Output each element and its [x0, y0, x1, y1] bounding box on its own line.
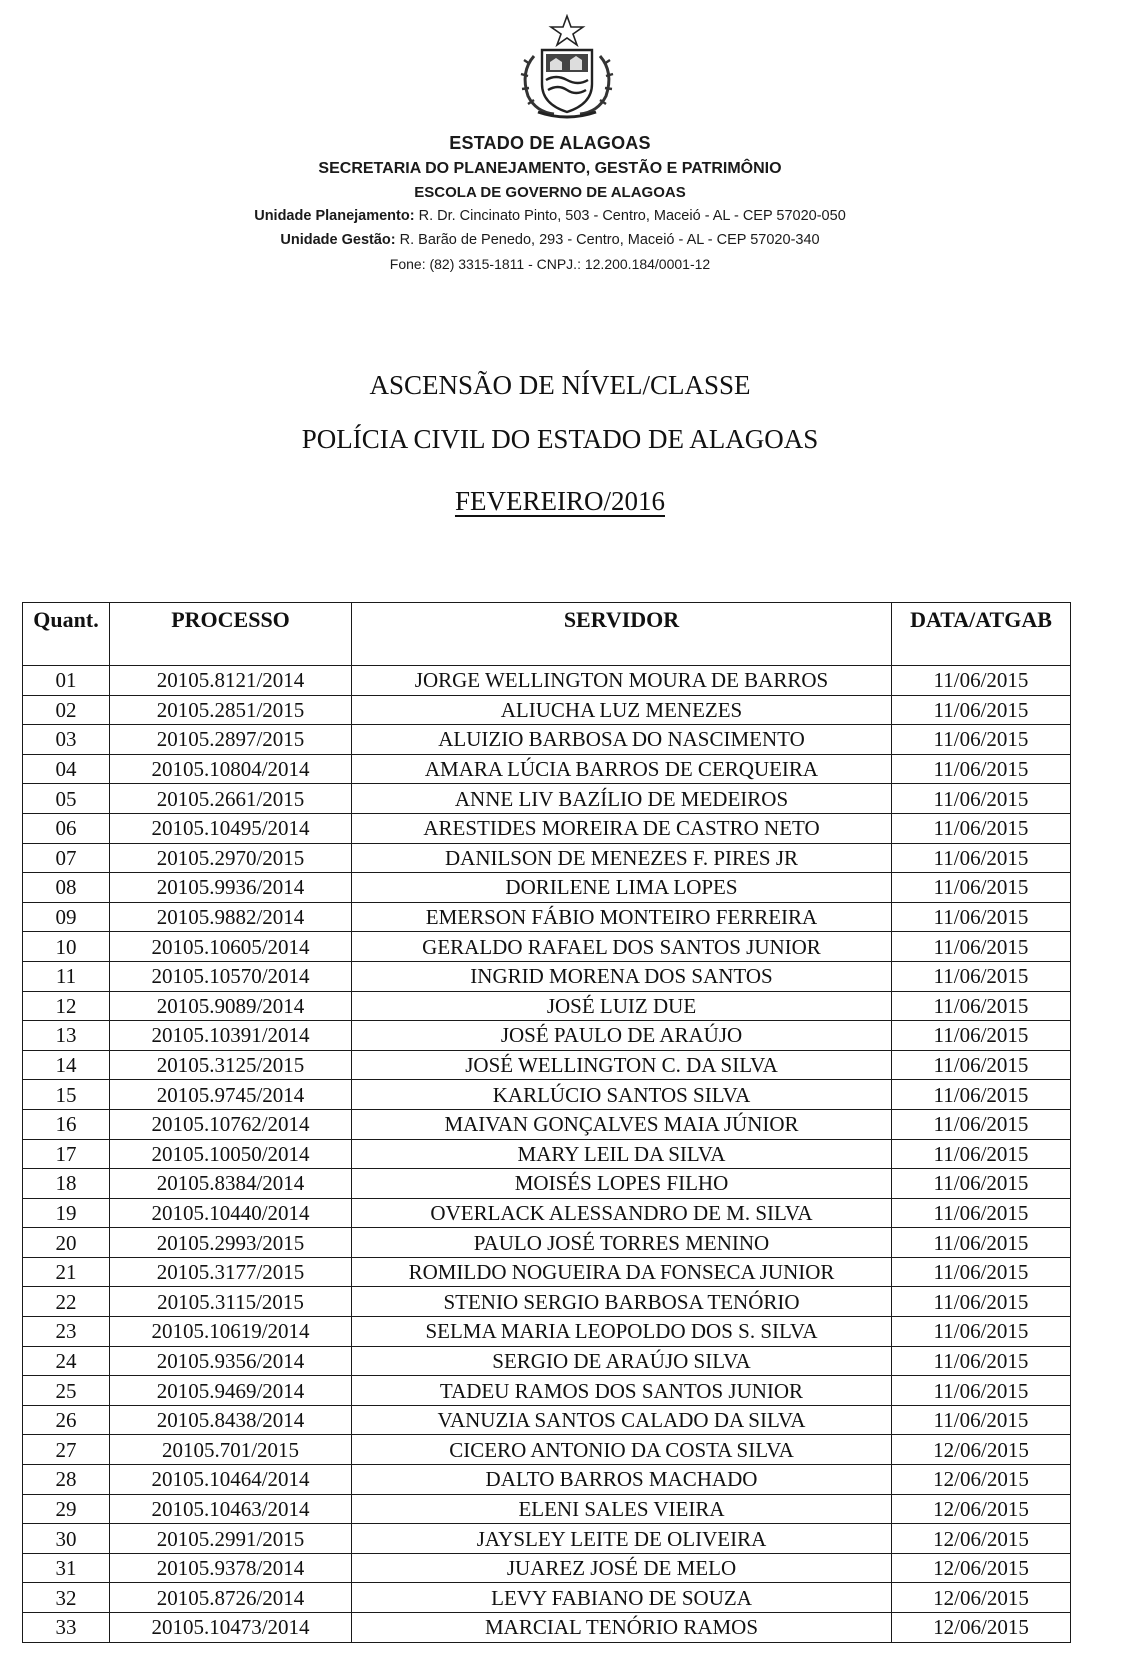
cell-data: 11/06/2015 — [892, 1405, 1071, 1435]
cell-data: 11/06/2015 — [892, 1287, 1071, 1317]
cell-quant: 21 — [23, 1257, 110, 1287]
table-row — [23, 1080, 1071, 1110]
cell-servidor: EMERSON FÁBIO MONTEIRO FERREIRA — [352, 902, 892, 932]
cell-servidor: AMARA LÚCIA BARROS DE CERQUEIRA — [352, 754, 892, 784]
cell-servidor: JORGE WELLINGTON MOURA DE BARROS — [352, 666, 892, 696]
cell-processo: 20105.10463/2014 — [110, 1494, 352, 1524]
cell-quant: 12 — [23, 991, 110, 1021]
cell-processo: 20105.2661/2015 — [110, 784, 352, 814]
cell-servidor: KARLÚCIO SANTOS SILVA — [352, 1080, 892, 1110]
cell-data: 11/06/2015 — [892, 1169, 1071, 1199]
cell-data: 12/06/2015 — [892, 1583, 1071, 1613]
cell-data: 12/06/2015 — [892, 1435, 1071, 1465]
cell-data: 11/06/2015 — [892, 1080, 1071, 1110]
cell-servidor: ALIUCHA LUZ MENEZES — [352, 695, 892, 725]
cell-quant: 01 — [23, 666, 110, 696]
header-row — [23, 603, 1071, 666]
cell-quant: 07 — [23, 843, 110, 873]
cell-data: 12/06/2015 — [892, 1494, 1071, 1524]
cell-processo: 20105.9356/2014 — [110, 1346, 352, 1376]
cell-quant: 14 — [23, 1050, 110, 1080]
cell-servidor: SELMA MARIA LEOPOLDO DOS S. SILVA — [352, 1317, 892, 1347]
table-row — [23, 1346, 1071, 1376]
cell-processo: 20105.2851/2015 — [110, 695, 352, 725]
table-row — [23, 1494, 1071, 1524]
cell-data: 11/06/2015 — [892, 843, 1071, 873]
table-row — [23, 1465, 1071, 1495]
cell-processo: 20105.9745/2014 — [110, 1080, 352, 1110]
cell-quant: 29 — [23, 1494, 110, 1524]
cell-quant: 25 — [23, 1376, 110, 1406]
table-row — [23, 695, 1071, 725]
cell-quant: 02 — [23, 695, 110, 725]
unit-management-label: Unidade Gestão: — [280, 232, 396, 248]
cell-data: 12/06/2015 — [892, 1613, 1071, 1643]
cell-quant: 11 — [23, 961, 110, 991]
table-row — [23, 1021, 1071, 1051]
cell-processo: 20105.2991/2015 — [110, 1524, 352, 1554]
header-quant: Quant. — [23, 603, 110, 666]
cell-data: 11/06/2015 — [892, 1346, 1071, 1376]
cell-processo: 20105.10391/2014 — [110, 1021, 352, 1051]
cell-data: 11/06/2015 — [892, 754, 1071, 784]
table-row — [23, 1050, 1071, 1080]
cell-quant: 16 — [23, 1109, 110, 1139]
cell-data: 11/06/2015 — [892, 725, 1071, 755]
cell-data: 11/06/2015 — [892, 1021, 1071, 1051]
cell-servidor: JOSÉ PAULO DE ARAÚJO — [352, 1021, 892, 1051]
cell-processo: 20105.10804/2014 — [110, 754, 352, 784]
cell-processo: 20105.2970/2015 — [110, 843, 352, 873]
table-row — [23, 1317, 1071, 1347]
cell-quant: 20 — [23, 1228, 110, 1258]
cell-data: 11/06/2015 — [892, 1257, 1071, 1287]
cell-servidor: MARY LEIL DA SILVA — [352, 1139, 892, 1169]
cell-processo: 20105.9882/2014 — [110, 902, 352, 932]
cell-processo: 20105.10619/2014 — [110, 1317, 352, 1347]
table-row — [23, 1287, 1071, 1317]
cell-data: 11/06/2015 — [892, 1050, 1071, 1080]
cell-quant: 24 — [23, 1346, 110, 1376]
cell-data: 11/06/2015 — [892, 695, 1071, 725]
cell-processo: 20105.10762/2014 — [110, 1109, 352, 1139]
cell-data: 11/06/2015 — [892, 932, 1071, 962]
cell-processo: 20105.10464/2014 — [110, 1465, 352, 1495]
cell-servidor: TADEU RAMOS DOS SANTOS JUNIOR — [352, 1376, 892, 1406]
cell-servidor: GERALDO RAFAEL DOS SANTOS JUNIOR — [352, 932, 892, 962]
cell-quant: 03 — [23, 725, 110, 755]
cell-processo: 20105.8438/2014 — [110, 1405, 352, 1435]
institution-title: POLÍCIA CIVIL DO ESTADO DE ALAGOAS — [301, 424, 819, 454]
cell-servidor: JOSÉ WELLINGTON C. DA SILVA — [352, 1050, 892, 1080]
cell-data: 11/06/2015 — [892, 1376, 1071, 1406]
cell-quant: 28 — [23, 1465, 110, 1495]
table-row — [23, 1405, 1071, 1435]
cell-servidor: MARCIAL TENÓRIO RAMOS — [352, 1613, 892, 1643]
header-servidor: SERVIDOR — [352, 603, 892, 666]
document-title: ASCENSÃO DE NÍVEL/CLASSE — [369, 370, 751, 400]
cell-quant: 23 — [23, 1317, 110, 1347]
cell-quant: 22 — [23, 1287, 110, 1317]
cell-data: 11/06/2015 — [892, 784, 1071, 814]
cell-quant: 32 — [23, 1583, 110, 1613]
cell-processo: 20105.10050/2014 — [110, 1139, 352, 1169]
cell-quant: 17 — [23, 1139, 110, 1169]
cell-servidor: DANILSON DE MENEZES F. PIRES JR — [352, 843, 892, 873]
cell-servidor: VANUZIA SANTOS CALADO DA SILVA — [352, 1405, 892, 1435]
cell-processo: 20105.8384/2014 — [110, 1169, 352, 1199]
cell-processo: 20105.8726/2014 — [110, 1583, 352, 1613]
cell-servidor: ALUIZIO BARBOSA DO NASCIMENTO — [352, 725, 892, 755]
unit-planning-address-line — [200, 208, 900, 224]
header-data-atgab: DATA/ATGAB — [892, 603, 1071, 666]
cell-quant: 18 — [23, 1169, 110, 1199]
unit-management-address: R. Barão de Penedo, 293 - Centro, Maceió - AL - CEP 57020-340 — [395, 232, 820, 248]
cell-quant: 31 — [23, 1553, 110, 1583]
cell-servidor: LEVY FABIANO DE SOUZA — [352, 1583, 892, 1613]
table-row — [23, 1583, 1071, 1613]
cell-processo: 20105.9469/2014 — [110, 1376, 352, 1406]
cell-quant: 04 — [23, 754, 110, 784]
table-row — [23, 725, 1071, 755]
cell-data: 11/06/2015 — [892, 1139, 1071, 1169]
phone-cnpj: Fone: (82) 3315-1811 - CNPJ.: 12.200.184/0001-12 — [389, 256, 711, 272]
cell-servidor: JUAREZ JOSÉ DE MELO — [352, 1553, 892, 1583]
cell-quant: 15 — [23, 1080, 110, 1110]
cell-quant: 19 — [23, 1198, 110, 1228]
table-row — [23, 1613, 1071, 1643]
table-row — [23, 1524, 1071, 1554]
cell-data: 11/06/2015 — [892, 1228, 1071, 1258]
table-header — [23, 603, 1071, 666]
cell-servidor: SERGIO DE ARAÚJO SILVA — [352, 1346, 892, 1376]
table-row — [23, 1257, 1071, 1287]
cell-processo: 20105.9089/2014 — [110, 991, 352, 1021]
table-row — [23, 1109, 1071, 1139]
cell-data: 11/06/2015 — [892, 1198, 1071, 1228]
servers-table — [22, 602, 1071, 1643]
table-row — [23, 902, 1071, 932]
cell-data: 11/06/2015 — [892, 1109, 1071, 1139]
cell-processo: 20105.701/2015 — [110, 1435, 352, 1465]
table-row — [23, 843, 1071, 873]
cell-processo: 20105.2897/2015 — [110, 725, 352, 755]
state-name: ESTADO DE ALAGOAS — [449, 133, 651, 153]
table-row — [23, 932, 1071, 962]
cell-data: 11/06/2015 — [892, 813, 1071, 843]
cell-data: 11/06/2015 — [892, 902, 1071, 932]
cell-quant: 30 — [23, 1524, 110, 1554]
cell-servidor: ANNE LIV BAZÍLIO DE MEDEIROS — [352, 784, 892, 814]
cell-processo: 20105.2993/2015 — [110, 1228, 352, 1258]
cell-servidor: MOISÉS LOPES FILHO — [352, 1169, 892, 1199]
cell-quant: 26 — [23, 1405, 110, 1435]
cell-quant: 05 — [23, 784, 110, 814]
table-row — [23, 873, 1071, 903]
cell-servidor: OVERLACK ALESSANDRO DE M. SILVA — [352, 1198, 892, 1228]
cell-servidor: STENIO SERGIO BARBOSA TENÓRIO — [352, 1287, 892, 1317]
cell-data: 12/06/2015 — [892, 1553, 1071, 1583]
table-row — [23, 991, 1071, 1021]
cell-processo: 20105.3115/2015 — [110, 1287, 352, 1317]
cell-quant: 08 — [23, 873, 110, 903]
cell-processo: 20105.8121/2014 — [110, 666, 352, 696]
cell-quant: 10 — [23, 932, 110, 962]
cell-processo: 20105.10495/2014 — [110, 813, 352, 843]
cell-servidor: MAIVAN GONÇALVES MAIA JÚNIOR — [352, 1109, 892, 1139]
cell-processo: 20105.9936/2014 — [110, 873, 352, 903]
cell-servidor: PAULO JOSÉ TORRES MENINO — [352, 1228, 892, 1258]
cell-quant: 06 — [23, 813, 110, 843]
table-row — [23, 1139, 1071, 1169]
cell-data: 11/06/2015 — [892, 873, 1071, 903]
unit-planning-label: Unidade Planejamento: — [254, 208, 415, 224]
cell-processo: 20105.10605/2014 — [110, 932, 352, 962]
table-row — [23, 961, 1071, 991]
cell-quant: 27 — [23, 1435, 110, 1465]
cell-servidor: ROMILDO NOGUEIRA DA FONSECA JUNIOR — [352, 1257, 892, 1287]
cell-quant: 33 — [23, 1613, 110, 1643]
unit-planning-address: R. Dr. Cincinato Pinto, 503 - Centro, Maceió - AL - CEP 57020-050 — [414, 208, 846, 224]
cell-servidor: CICERO ANTONIO DA COSTA SILVA — [352, 1435, 892, 1465]
cell-processo: 20105.3177/2015 — [110, 1257, 352, 1287]
cell-processo: 20105.10440/2014 — [110, 1198, 352, 1228]
cell-processo: 20105.10570/2014 — [110, 961, 352, 991]
cell-data: 12/06/2015 — [892, 1524, 1071, 1554]
cell-servidor: INGRID MORENA DOS SANTOS — [352, 961, 892, 991]
table-row — [23, 1435, 1071, 1465]
header-processo: PROCESSO — [110, 603, 352, 666]
table-row — [23, 1169, 1071, 1199]
cell-processo: 20105.10473/2014 — [110, 1613, 352, 1643]
cell-data: 11/06/2015 — [892, 961, 1071, 991]
cell-data: 11/06/2015 — [892, 666, 1071, 696]
coat-of-arms-icon — [512, 14, 622, 124]
table-row — [23, 1553, 1071, 1583]
table-row — [23, 1198, 1071, 1228]
table-row — [23, 784, 1071, 814]
secretariat-name: SECRETARIA DO PLANEJAMENTO, GESTÃO E PATRIMÔNIO — [318, 160, 782, 177]
cell-servidor: DALTO BARROS MACHADO — [352, 1465, 892, 1495]
table-row — [23, 754, 1071, 784]
cell-data: 11/06/2015 — [892, 991, 1071, 1021]
cell-servidor: JOSÉ LUIZ DUE — [352, 991, 892, 1021]
cell-servidor: ELENI SALES VIEIRA — [352, 1494, 892, 1524]
cell-servidor: ARESTIDES MOREIRA DE CASTRO NETO — [352, 813, 892, 843]
cell-processo: 20105.3125/2015 — [110, 1050, 352, 1080]
cell-servidor: DORILENE LIMA LOPES — [352, 873, 892, 903]
table-body — [23, 666, 1071, 1643]
school-name: ESCOLA DE GOVERNO DE ALAGOAS — [414, 184, 686, 201]
unit-management-address-line — [200, 232, 900, 248]
cell-processo: 20105.9378/2014 — [110, 1553, 352, 1583]
table-row — [23, 813, 1071, 843]
table-row — [23, 1376, 1071, 1406]
cell-quant: 09 — [23, 902, 110, 932]
cell-servidor: JAYSLEY LEITE DE OLIVEIRA — [352, 1524, 892, 1554]
table-row — [23, 666, 1071, 696]
table-row — [23, 1228, 1071, 1258]
period-title: FEVEREIRO/2016 — [454, 486, 665, 516]
cell-data: 11/06/2015 — [892, 1317, 1071, 1347]
cell-data: 12/06/2015 — [892, 1465, 1071, 1495]
cell-quant: 13 — [23, 1021, 110, 1051]
